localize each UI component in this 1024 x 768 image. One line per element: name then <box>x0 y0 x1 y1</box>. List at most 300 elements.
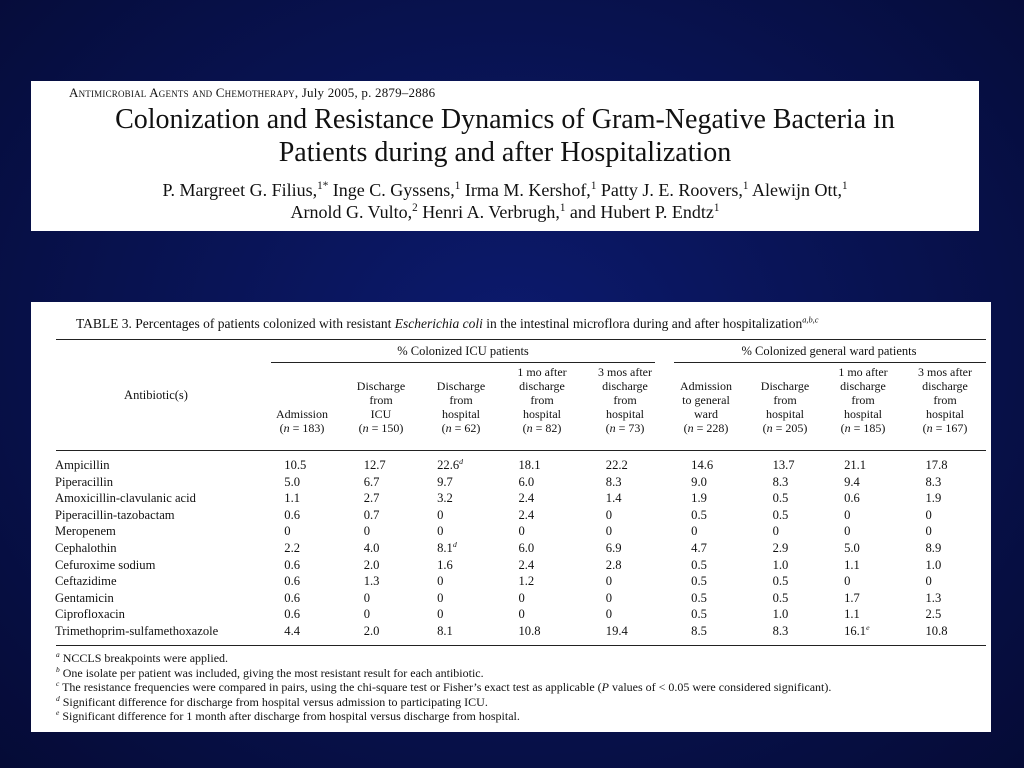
resistance-table <box>55 457 991 640</box>
column-header-3 <box>429 379 493 435</box>
table-cell <box>757 573 833 590</box>
cell-value: 6.7 <box>363 474 380 489</box>
line1-author-affiliation-2: 1 <box>590 180 597 192</box>
cell-value: 8.3 <box>772 474 789 489</box>
table-cell <box>352 590 431 607</box>
cell-value: 0.5 <box>691 590 707 605</box>
column-header-sample-size: (n = 150) <box>358 421 404 435</box>
table-cell <box>832 457 911 474</box>
table-panel <box>31 302 991 732</box>
table-cell <box>757 457 833 474</box>
column-header-line: ICU <box>370 407 392 421</box>
table-cell <box>912 490 992 507</box>
cell-value: 22.2 <box>605 458 628 472</box>
cell-value: 0.6 <box>284 590 301 605</box>
table-bottom-rule <box>56 645 986 646</box>
table-cell <box>431 523 510 540</box>
table-cell <box>352 606 431 623</box>
cell-value: 4.7 <box>691 540 707 555</box>
cell-value: 0 <box>844 574 851 589</box>
antibiotic-name: Cefuroxime sodium <box>55 557 156 572</box>
paper-header-panel <box>31 81 979 231</box>
cell-value: 0.5 <box>691 507 707 522</box>
cell-value: 0 <box>605 607 613 622</box>
table-cell <box>677 590 756 607</box>
column-header-sample-size: (n = 205) <box>762 421 808 435</box>
table-cell <box>677 573 756 590</box>
column-header-sample-size: (n = 228) <box>683 421 729 435</box>
paper-title <box>31 103 979 169</box>
cell-value: 0 <box>925 507 932 522</box>
table-cell <box>912 474 992 491</box>
line2-author-0: Arnold G. Vulto, <box>290 202 413 222</box>
table-cell <box>431 507 510 524</box>
table-cell <box>912 573 992 590</box>
table-body <box>55 457 991 640</box>
cell-value: 0 <box>437 607 444 622</box>
table-cell <box>912 540 992 557</box>
cell-value: 5.0 <box>284 474 301 489</box>
table-cell <box>272 457 351 474</box>
antibiotic-name: Gentamicin <box>55 590 114 605</box>
cell-footnote-mark: d <box>459 456 464 466</box>
table-cell <box>592 606 677 623</box>
cell-value: 1.0 <box>925 557 942 572</box>
cell-value: 9.7 <box>437 474 453 489</box>
table-cell <box>352 490 431 507</box>
table-footnotes <box>56 651 831 724</box>
table-row <box>55 523 991 540</box>
paper-title-line1: Colonization and Resistance Dynamics of Gram-Negative Bacteria in <box>115 104 895 135</box>
table-cell <box>677 507 756 524</box>
group-rule-icu <box>271 362 655 363</box>
cell-value: 2.9 <box>772 540 789 555</box>
line2-author-1: Henri A. Verbrugh, <box>417 202 560 222</box>
table-cell <box>431 540 510 557</box>
table-cell <box>832 490 911 507</box>
cell-value: 1.0 <box>772 607 789 622</box>
cell-value: 0 <box>772 524 779 539</box>
column-header-antibiotic: Antibiotic(s) <box>124 388 188 402</box>
table-cell <box>272 507 351 524</box>
cell-value: 2.0 <box>363 557 380 572</box>
column-header-line: hospital <box>766 407 804 421</box>
table-cell <box>431 590 510 607</box>
cell-value: 6.0 <box>518 474 535 489</box>
cell-value: 8.5 <box>691 623 707 638</box>
column-header-line: 3 mos after <box>598 365 652 379</box>
cell-footnote-mark: d <box>452 539 457 549</box>
cell-value: 12.7 <box>363 458 386 472</box>
cell-value: 10.8 <box>518 623 541 638</box>
antibiotic-name: Trimethoprim-sulfamethoxazole <box>55 623 219 638</box>
table-cell <box>352 457 431 474</box>
cell-value: 10.8 <box>925 623 948 638</box>
header-bottom-rule <box>56 450 986 451</box>
table-cell <box>832 606 911 623</box>
column-header-line: Admission <box>679 379 732 393</box>
table-cell <box>912 590 992 607</box>
table-cell <box>592 474 677 491</box>
cell-value: 0 <box>925 524 932 539</box>
table-cell <box>431 474 510 491</box>
column-header-line: hospital <box>844 407 882 421</box>
table-cell <box>272 540 351 557</box>
column-header-5 <box>591 365 659 435</box>
column-header-line: discharge <box>519 379 565 393</box>
line2-author-affiliation-1: 1 <box>559 202 566 214</box>
line1-author-affiliation-3: 1 <box>742 180 749 192</box>
table-row <box>55 573 991 590</box>
journal-name: Antimicrobial Agents and Chemotherapy <box>69 85 295 100</box>
cell-value: 0.5 <box>772 574 789 589</box>
footnote-b: $^b$ One isolate per patient was included, giving the most resistant result for each antibiotic. <box>56 664 484 680</box>
column-header-8 <box>831 365 895 435</box>
column-header-line: Admission <box>275 407 328 421</box>
table-cell <box>757 507 833 524</box>
cell-value: 0.7 <box>363 507 380 522</box>
table-cell <box>431 623 510 640</box>
table-row <box>55 540 991 557</box>
column-header-2 <box>349 379 413 435</box>
table-cell <box>757 474 833 491</box>
table-row <box>55 457 991 474</box>
cell-value: 0 <box>605 524 613 539</box>
table-top-rule <box>56 339 986 340</box>
table-caption-prefix: TABLE 3. Percentages of patients colonized with resistant <box>76 316 395 331</box>
table-cell <box>352 474 431 491</box>
column-header-line: to general <box>682 393 730 407</box>
column-header-7 <box>753 379 817 435</box>
cell-value: 8.3 <box>772 623 789 638</box>
footnote-c: $^c$ The resistance frequencies were compared in pairs, using the chi-square test or Fisher’s exact test as applicable (P values of < 0.05 were considered significant). <box>56 679 832 695</box>
table-cell <box>677 490 756 507</box>
cell-value: 0 <box>437 574 444 589</box>
table-cell <box>272 606 351 623</box>
cell-value: 0 <box>518 607 525 622</box>
cell-value: 4.4 <box>284 623 301 638</box>
cell-value: 2.7 <box>363 491 380 506</box>
cell-value: 19.4 <box>605 623 628 638</box>
footnote-e: $^e$ Significant difference for 1 month after discharge from hospital versus discharge from hospital. <box>56 708 520 724</box>
table-cell <box>592 573 677 590</box>
cell-value: 0 <box>605 590 613 605</box>
table-cell <box>431 457 510 474</box>
column-header-line: discharge <box>602 379 648 393</box>
table-cell <box>272 523 351 540</box>
column-header-sample-size: (n = 167) <box>922 421 968 435</box>
authors-line1 <box>31 179 979 201</box>
table-cell <box>677 606 756 623</box>
cell-value: 0.6 <box>284 507 301 522</box>
cell-value: 1.3 <box>363 574 380 589</box>
column-header-line: 3 mos after <box>918 365 972 379</box>
table-cell <box>757 490 833 507</box>
cell-value: 9.4 <box>844 474 860 489</box>
column-header-line: 1 mo after <box>838 365 888 379</box>
cell-value: 0.5 <box>691 557 707 572</box>
cell-value: 0 <box>518 590 525 605</box>
table-cell <box>431 606 510 623</box>
table-cell <box>510 474 591 491</box>
table-cell <box>510 490 591 507</box>
table-cell <box>510 507 591 524</box>
table-cell <box>757 557 833 574</box>
table-cell <box>757 623 833 640</box>
table-cell <box>677 474 756 491</box>
footnote-d: $^d$ Significant difference for discharge from hospital versus admission to participating ICU. <box>56 693 488 709</box>
table-cell <box>510 523 591 540</box>
table-row <box>55 590 991 607</box>
column-header-line: discharge <box>840 379 886 393</box>
cell-value: 1.1 <box>844 557 860 572</box>
group-header-icu: % Colonized ICU patients <box>397 344 529 358</box>
column-header-line: Discharge <box>760 379 810 393</box>
table-cell <box>510 557 591 574</box>
table-cell <box>912 507 992 524</box>
table-caption-suffix: in the intestinal microflora during and after hospitalization <box>482 316 803 331</box>
column-header-line: hospital <box>442 407 480 421</box>
column-header-line: from <box>773 393 797 407</box>
cell-value: 6.0 <box>518 540 535 555</box>
table-cell <box>592 523 677 540</box>
column-header-line: from <box>530 393 554 407</box>
cell-value: 0 <box>691 524 698 539</box>
cell-value: 0.5 <box>691 607 707 622</box>
column-header-line: from <box>851 393 875 407</box>
cell-footnote-mark: e <box>866 622 870 632</box>
column-header-sample-size: (n = 62) <box>441 421 481 435</box>
cell-value: 6.9 <box>605 540 622 555</box>
cell-value: 2.2 <box>284 540 301 555</box>
cell-value: 1.4 <box>605 491 622 506</box>
table-cell <box>832 623 911 640</box>
table-cell <box>592 590 677 607</box>
paper-authors <box>31 179 979 223</box>
column-header-line: hospital <box>606 407 644 421</box>
column-header-line: discharge <box>922 379 968 393</box>
cell-value: 0 <box>437 507 444 522</box>
table-cell <box>352 557 431 574</box>
table-cell <box>677 540 756 557</box>
table-cell <box>272 557 351 574</box>
antibiotic-name: Piperacillin <box>55 474 114 489</box>
table-caption <box>76 316 818 332</box>
antibiotic-name: Meropenem <box>55 524 116 539</box>
table-cell <box>677 457 756 474</box>
column-header-line: ward <box>694 407 718 421</box>
cell-value: 0.5 <box>772 590 789 605</box>
table-cell <box>431 490 510 507</box>
table-cell <box>510 573 591 590</box>
table-cell <box>757 540 833 557</box>
table-cell <box>757 523 833 540</box>
table-cell <box>272 590 351 607</box>
column-header-line: from <box>933 393 957 407</box>
line2-author-2: and Hubert P. Endtz <box>565 202 714 222</box>
cell-value: 5.0 <box>844 540 860 555</box>
cell-value: 0.5 <box>691 574 707 589</box>
cell-value: 16.1e <box>844 622 870 638</box>
table-row <box>55 474 991 491</box>
cell-value: 0.5 <box>772 491 789 506</box>
line1-author-4: Alewijn Ott, <box>748 180 842 200</box>
line1-author-3: Patty J. E. Roovers, <box>596 180 743 200</box>
table-cell <box>912 623 992 640</box>
cell-value: 0 <box>363 607 370 622</box>
antibiotic-name: Ciprofloxacin <box>55 607 125 622</box>
table-row <box>55 623 991 640</box>
cell-value: 8.9 <box>925 540 942 555</box>
table-cell <box>352 573 431 590</box>
column-header-line: Discharge <box>436 379 486 393</box>
column-header-sample-size: (n = 183) <box>279 421 325 435</box>
cell-value: 8.1 <box>437 623 453 638</box>
cell-value: 0 <box>605 574 613 589</box>
column-header-line: from <box>613 393 637 407</box>
antibiotic-name: Cephalothin <box>55 540 117 555</box>
table-cell <box>510 457 591 474</box>
table-cell <box>510 606 591 623</box>
table-cell <box>272 474 351 491</box>
table-cell <box>592 457 677 474</box>
line1-author-affiliation-0: 1* <box>317 180 329 192</box>
table-cell <box>832 557 911 574</box>
cell-value: 0 <box>844 524 851 539</box>
column-header-9 <box>909 365 981 435</box>
table-cell <box>352 507 431 524</box>
table-cell <box>592 557 677 574</box>
table-cell <box>592 507 677 524</box>
table-cell <box>677 623 756 640</box>
cell-value: 8.3 <box>605 474 622 489</box>
cell-value: 1.3 <box>925 590 942 605</box>
cell-value: 1.7 <box>844 590 860 605</box>
cell-value: 0 <box>605 507 613 522</box>
footnote-a: $^a$ NCCLS breakpoints were applied. <box>56 650 229 665</box>
table-cell <box>510 623 591 640</box>
table-row <box>55 490 991 507</box>
column-header-6 <box>674 379 738 435</box>
antibiotic-name: Ampicillin <box>55 458 110 472</box>
table-cell <box>757 590 833 607</box>
cell-value: 8.1$^d$ <box>437 539 457 555</box>
paper-title-line2: Patients during and after Hospitalization <box>278 137 732 168</box>
cell-value: 8.3 <box>925 474 942 489</box>
column-header-line: from <box>369 393 393 407</box>
cell-value: 0 <box>437 524 444 539</box>
table-caption-organism: Escherichia coli <box>394 316 483 331</box>
line1-author-affiliation-1: 1 <box>454 180 461 192</box>
cell-value: 0.5 <box>772 507 789 522</box>
table-cell <box>272 490 351 507</box>
journal-issue: , July 2005, p. 2879–2886 <box>294 85 436 100</box>
table-cell <box>832 573 911 590</box>
authors-line2 <box>31 201 979 223</box>
cell-value: 1.1 <box>844 607 860 622</box>
table-cell <box>912 457 992 474</box>
cell-value: 1.9 <box>691 491 707 506</box>
cell-value: 0 <box>363 590 370 605</box>
line2-author-affiliation-2: 1 <box>713 202 720 214</box>
cell-value: 1.1 <box>284 491 301 506</box>
table-cell <box>912 523 992 540</box>
line1-author-1: Inge C. Gyssens, <box>328 180 455 200</box>
cell-value: 10.5 <box>284 458 307 472</box>
cell-value: 9.0 <box>691 474 707 489</box>
cell-value: 2.4 <box>518 557 535 572</box>
cell-value: 0.6 <box>284 574 301 589</box>
table-cell <box>352 523 431 540</box>
cell-value: 2.4 <box>518 491 535 506</box>
table-cell <box>510 540 591 557</box>
line1-author-2: Irma M. Kershof, <box>460 180 591 200</box>
table-row <box>55 606 991 623</box>
column-header-sample-size: (n = 73) <box>605 421 645 435</box>
table-cell <box>431 557 510 574</box>
table-cell <box>352 540 431 557</box>
cell-value: 0 <box>518 524 525 539</box>
table-cell <box>677 557 756 574</box>
table-cell <box>832 590 911 607</box>
table-cell <box>352 623 431 640</box>
group-rule-ward <box>674 362 986 363</box>
cell-value: 1.2 <box>518 574 535 589</box>
table-cell <box>431 573 510 590</box>
cell-value: 14.6 <box>691 458 714 472</box>
cell-value: 3.2 <box>437 491 453 506</box>
cell-value: 2.4 <box>518 507 535 522</box>
table-row <box>55 507 991 524</box>
cell-value: 18.1 <box>518 458 541 472</box>
column-header-4 <box>509 365 575 435</box>
cell-value: 0 <box>437 590 444 605</box>
table-cell <box>272 573 351 590</box>
cell-value: 4.0 <box>363 540 380 555</box>
cell-value: 0 <box>925 574 932 589</box>
table-cell <box>272 623 351 640</box>
table-caption-footnote-marks: a,b,c <box>802 315 819 325</box>
table-cell <box>592 490 677 507</box>
line1-author-0: P. Margreet G. Filius, <box>162 180 318 200</box>
column-header-line: hospital <box>523 407 561 421</box>
table-cell <box>677 523 756 540</box>
column-header-sample-size: (n = 185) <box>840 421 886 435</box>
cell-value: 0.6 <box>284 557 301 572</box>
column-header-line: Discharge <box>356 379 406 393</box>
cell-value: 0 <box>363 524 370 539</box>
group-header-ward: % Colonized general ward patients <box>741 344 917 358</box>
antibiotic-name: Ceftazidime <box>55 574 117 589</box>
cell-value: 0.6 <box>844 491 860 506</box>
cell-value: 0 <box>284 524 291 539</box>
column-header-line: hospital <box>926 407 964 421</box>
cell-value: 13.7 <box>772 458 795 472</box>
table-cell <box>832 507 911 524</box>
cell-value: 2.5 <box>925 607 942 622</box>
cell-value: 0 <box>844 507 851 522</box>
cell-value: 22.6$^d$ <box>437 456 464 472</box>
line2-author-affiliation-0: 2 <box>412 202 418 214</box>
table-cell <box>832 474 911 491</box>
antibiotic-name: Amoxicillin-clavulanic acid <box>55 491 196 506</box>
cell-value: 2.0 <box>363 623 380 638</box>
cell-value: 1.9 <box>925 491 942 506</box>
table-cell <box>510 590 591 607</box>
cell-value: 21.1 <box>844 458 867 472</box>
table-cell <box>832 540 911 557</box>
column-header-sample-size: (n = 82) <box>522 421 562 435</box>
